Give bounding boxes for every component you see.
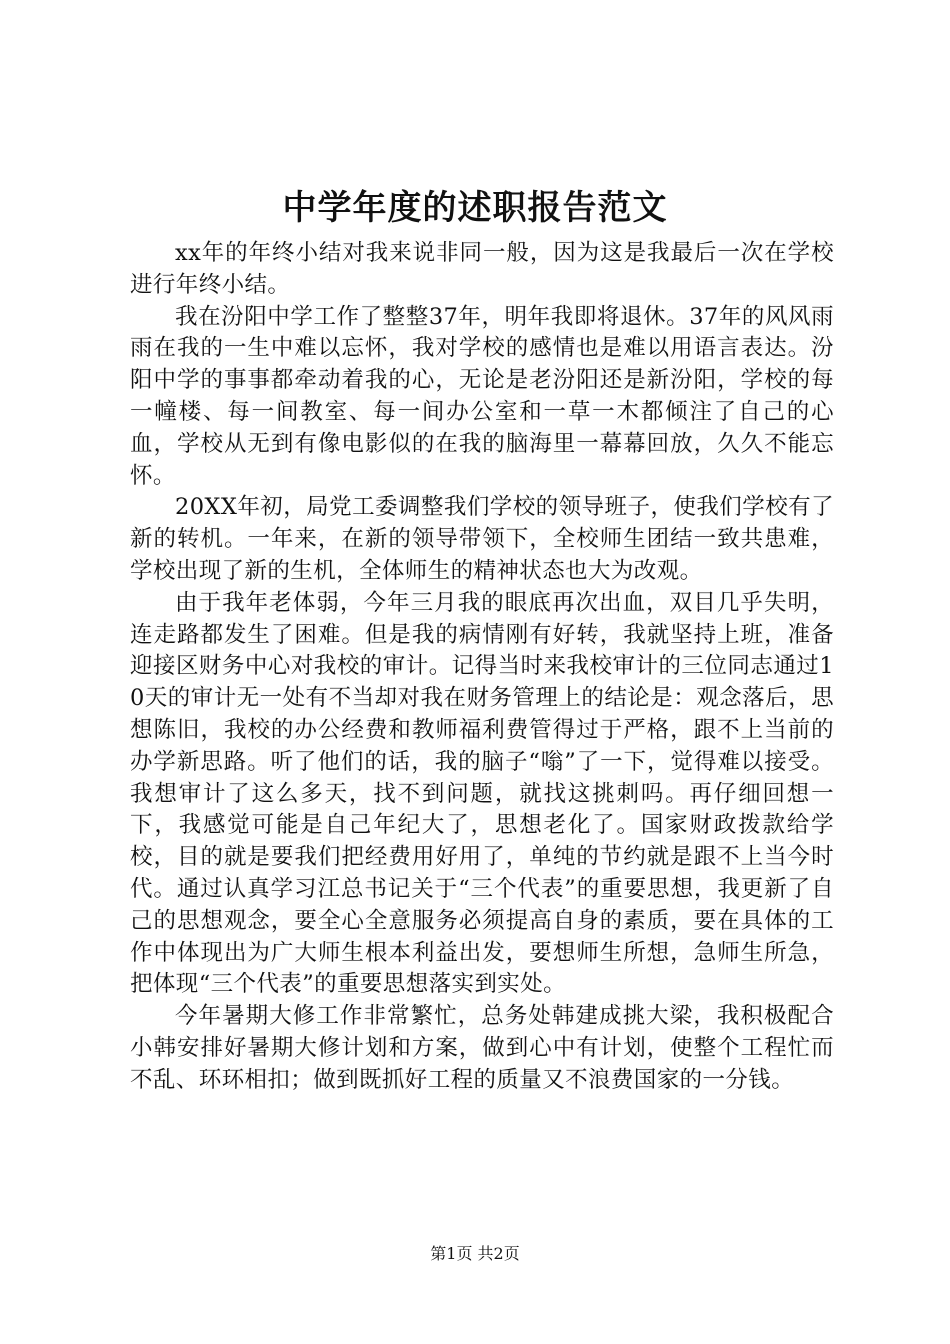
paragraph-2: 我在汾阳中学工作了整整37年，明年我即将退休。37年的风风雨雨在我的一生中难以忘怀，我对学校的感情也是难以用语言表达。汾阳中学的事事都牵动着我的心，无论是老汾阳还是新汾阳，学校的每一幢楼、每一间教室、每一间办公室和一草一木都倾注了自己的心血，学校从无到有像电影似的在我的脑海里一幕幕回放，久久不能忘怀。: [130, 303, 834, 489]
paragraph-1: xx年的年终小结对我来说非同一般，因为这是我最后一次在学校进行年终小结。: [130, 240, 834, 298]
paragraph-4: 由于我年老体弱，今年三月我的眼底再次出血，双目几乎失明，连走路都发生了困难。但是我的病情刚有好转，我就坚持上班，准备迎接区财务中心对我校的审计。记得当时来我校审计的三位同志通过10天的审计无一处有不当却对我在财务管理上的结论是：观念落后，思想陈旧，我校的办公经费和教师福利费管得过于严格，跟不上当前的办学新思路。听了他们的话，我的脑子“嗡”了一下，觉得难以接受。我想审计了这么多天，找不到问题，就找这挑刺吗。再仔细回想一下，我感觉可能是自己年纪大了，思想老化了。国家财政拨款给学校，目的就是要我们把经费用好用了，单纯的节约就是跟不上当今时代。通过认真学习江总书记关于“三个代表”的重要思想，我更新了自己的思想观念，要全心全意服务必须提高自身的素质，要在具体的工作中体现出为广大师生根本利益出发，要想师生所想，急师生所急，把体现“三个代表”的重要思想落实到实处。: [130, 589, 834, 998]
paragraph-3: 20XX年初，局党工委调整我们学校的领导班子，使我们学校有了新的转机。一年来，在新的领导带领下，全校师生团结一致共患难，学校出现了新的生机，全体师生的精神状态也大为改观。: [130, 494, 834, 584]
paragraph-5: 今年暑期大修工作非常繁忙，总务处韩建成挑大梁，我积极配合小韩安排好暑期大修计划和方案，做到心中有计划，使整个工程忙而不乱、环环相扣；做到既抓好工程的质量又不浪费国家的一分钱。: [130, 1003, 834, 1093]
document-body: [130, 238, 834, 1097]
document-title: 中学年度的述职报告范文: [282, 188, 668, 228]
page-number-footer: 第1页 共2页: [430, 1244, 520, 1263]
